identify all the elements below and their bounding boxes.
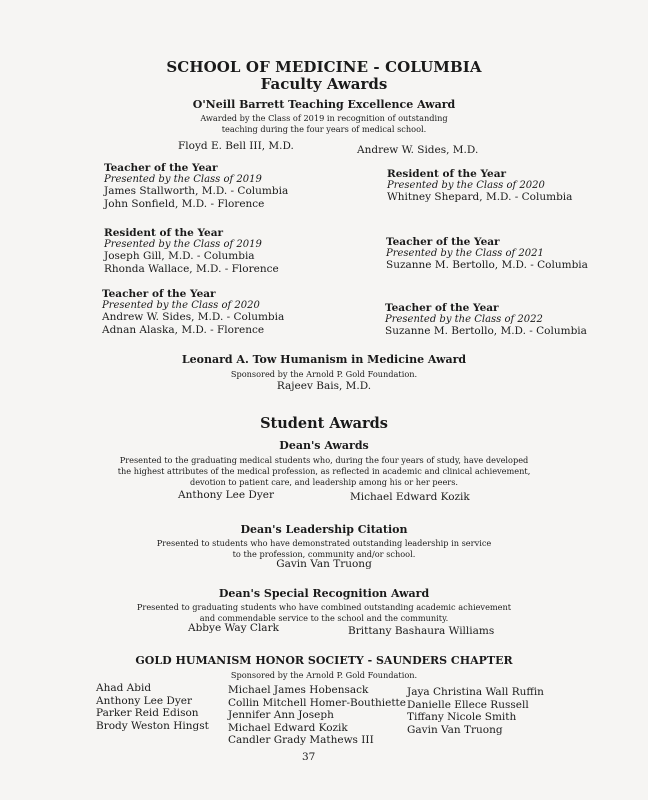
deans-award-description: Presented to the graduating medical students who, during the four years of study, have developed the highest attributes of the medical profession, as reflected in academic and clinical achievement, devotion to patient care, and leadership among his or her peers.	[117, 455, 531, 487]
award-presenter: Presented by the Class of 2019	[104, 239, 262, 250]
award-presenter: Presented by the Class of 2019	[104, 174, 262, 185]
barrett-award-description: Awarded by the Class of 2019 in recognition of outstanding teaching during the four years of medical school.	[200, 113, 448, 134]
list-item: Brody Weston Hingst	[96, 719, 209, 732]
list-item: Collin Mitchell Homer-Bouthiette	[228, 696, 406, 709]
gold-humanism-column	[96, 682, 209, 732]
award-block	[104, 227, 279, 276]
award-title: Resident of the Year	[387, 168, 507, 180]
gold-humanism-column	[228, 684, 406, 747]
list-item: Gavin Van Truong	[407, 723, 503, 736]
list-item: Danielle Ellece Russell	[407, 698, 529, 711]
award-recipient: Adnan Alaska, M.D. - Florence	[102, 324, 265, 336]
list-item: Jennifer Ann Joseph	[228, 709, 334, 721]
award-recipient: Joseph Gill, M.D. - Columbia	[104, 250, 255, 262]
list-item: Jaya Christina Wall Ruffin	[407, 686, 544, 698]
section-title-faculty-awards: Faculty Awards	[260, 75, 388, 93]
list-item: Candler Grady Mathews III	[228, 734, 374, 746]
award-block	[386, 236, 588, 272]
barrett-recipient: Andrew W. Sides, M.D.	[357, 144, 479, 156]
tow-award-description: Sponsored by the Arnold P. Gold Foundation.	[230, 369, 418, 379]
list-item: Michael James Hobensack	[228, 684, 369, 696]
award-presenter: Presented by the Class of 2021	[386, 248, 544, 259]
award-title: Teacher of the Year	[386, 236, 500, 248]
leadership-citation-recipient: Gavin Van Truong	[276, 558, 372, 570]
award-presenter: Presented by the Class of 2020	[387, 180, 545, 191]
tow-award-recipient: Rajeev Bais, M.D.	[276, 380, 372, 392]
special-recognition-recipient: Brittany Bashaura Williams	[348, 625, 495, 637]
list-item: Tiffany Nicole Smith	[407, 711, 517, 723]
award-recipient: Andrew W. Sides, M.D. - Columbia	[102, 311, 285, 323]
award-recipient: Whitney Shepard, M.D. - Columbia	[387, 191, 573, 203]
gold-humanism-column	[407, 686, 544, 736]
award-recipient: John Sonfield, M.D. - Florence	[104, 198, 265, 210]
award-title: Resident of the Year	[104, 227, 224, 239]
deans-award-title: Dean's Awards	[279, 439, 369, 452]
award-recipient: Suzanne M. Bertollo, M.D. - Columbia	[386, 259, 588, 271]
deans-award-recipient: Anthony Lee Dyer	[178, 489, 275, 501]
gold-humanism-description: Sponsored by the Arnold P. Gold Foundation.	[230, 670, 418, 680]
award-block	[385, 302, 587, 338]
page-title: SCHOOL OF MEDICINE - COLUMBIA	[166, 58, 482, 76]
gold-humanism-title: GOLD HUMANISM HONOR SOCIETY - SAUNDERS CHAPTER	[135, 654, 513, 667]
award-presenter: Presented by the Class of 2020	[102, 300, 260, 311]
award-block	[104, 162, 288, 211]
award-recipient: Suzanne M. Bertollo, M.D. - Columbia	[385, 325, 587, 337]
leadership-citation-title: Dean's Leadership Citation	[240, 523, 408, 536]
award-presenter: Presented by the Class of 2022	[385, 314, 543, 325]
award-recipient: Rhonda Wallace, M.D. - Florence	[104, 263, 279, 275]
tow-award-title: Leonard A. Tow Humanism in Medicine Award	[181, 353, 467, 366]
special-recognition-title: Dean's Special Recognition Award	[218, 587, 430, 600]
award-title: Teacher of the Year	[104, 162, 218, 174]
award-title: Teacher of the Year	[102, 288, 216, 300]
special-recognition-recipient: Abbye Way Clark	[188, 622, 279, 634]
leadership-citation-description: Presented to students who have demonstrated outstanding leadership in service to the profession, community and/or school.	[156, 538, 492, 559]
section-title-student-awards: Student Awards	[260, 415, 388, 432]
award-block	[102, 288, 284, 337]
list-item: Michael Edward Kozik	[228, 721, 348, 734]
award-block	[387, 168, 572, 204]
deans-award-recipient: Michael Edward Kozik	[350, 491, 470, 503]
page-number: 37	[302, 751, 316, 763]
list-item: Anthony Lee Dyer	[96, 694, 193, 707]
award-recipient: James Stallworth, M.D. - Columbia	[104, 185, 289, 197]
special-recognition-description: Presented to graduating students who have combined outstanding academic achievement and commendable service to the school and the community.	[136, 602, 512, 623]
list-item: Ahad Abid	[96, 682, 152, 694]
barrett-award-title: O'Neill Barrett Teaching Excellence Award	[192, 98, 456, 111]
award-title: Teacher of the Year	[385, 302, 499, 314]
barrett-recipient: Floyd E. Bell III, M.D.	[178, 140, 294, 152]
list-item: Parker Reid Edison	[96, 707, 199, 719]
